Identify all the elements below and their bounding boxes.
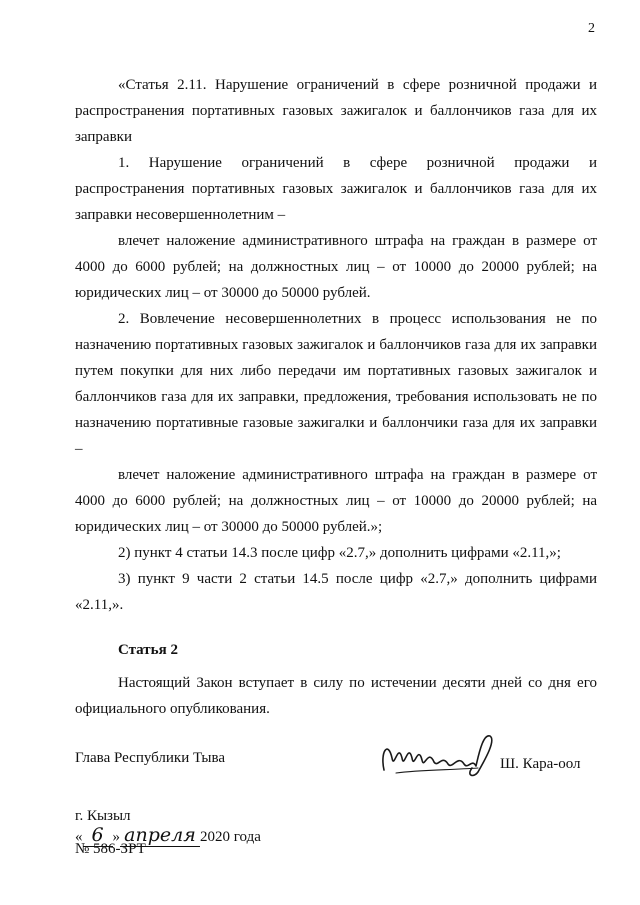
article-2-heading: Статья 2 [118, 642, 178, 658]
place-of-signing: г. Кызыл [75, 808, 131, 824]
date-year: 2020 года [200, 829, 261, 845]
amendment-item-3: 3) пункт 9 части 2 статьи 14.5 после цифр «2.7,» дополнить цифрами «2.11,». [75, 571, 597, 613]
handwritten-signature [378, 728, 500, 780]
date-close-quote: » [112, 829, 120, 845]
article-211-item-2-penalty: влечет наложение административного штрафа на граждан в размере от 4000 до 6000 рублей; на должностных лиц – от 10000 до 20000 рублей; на юридических лиц – от 30000 до 50000 рублей.»; [75, 467, 597, 535]
date-day: 6 [83, 824, 113, 847]
date-open-quote: « [75, 829, 83, 845]
date-month: апреля [120, 824, 200, 847]
article-211-item-1: 1. Нарушение ограничений в сфере розничной продажи и распространения портативных газовых зажигалок и баллончиков газа для их заправки несовершеннолетним – [75, 155, 597, 223]
page-number: 2 [588, 21, 595, 36]
signatory-name: Ш. Кара-оол [500, 756, 581, 772]
amendment-item-2: 2) пункт 4 статьи 14.3 после цифр «2.7,» дополнить цифрами «2.11,»; [118, 545, 561, 561]
article-211-item-2: 2. Вовлечение несовершеннолетних в процесс использования не по назначению портативных газовых зажигалок и баллончиков газа для их заправки путем покупки для них либо передачи им портативных газовых зажигалок и баллончиков газа для их заправки, предложения, требования использовать не по назначению портативные газовые зажигалки и баллончики газа для их заправки – [75, 311, 597, 457]
law-number: № 586-ЗРТ [75, 841, 146, 857]
article-2-text: Настоящий Закон вступает в силу по истечении десяти дней со дня его официального опубликования. [75, 675, 597, 717]
signatory-title: Глава Республики Тыва [75, 750, 226, 766]
article-211-title: «Статья 2.11. Нарушение ограничений в сфере розничной продажи и распространения портативных газовых зажигалок и баллончиков газа для их заправки [75, 77, 597, 145]
article-211-item-1-penalty: влечет наложение административного штрафа на граждан в размере от 4000 до 6000 рублей; на должностных лиц – от 10000 до 20000 рублей; на юридических лиц – от 30000 до 50000 рублей. [75, 233, 597, 301]
